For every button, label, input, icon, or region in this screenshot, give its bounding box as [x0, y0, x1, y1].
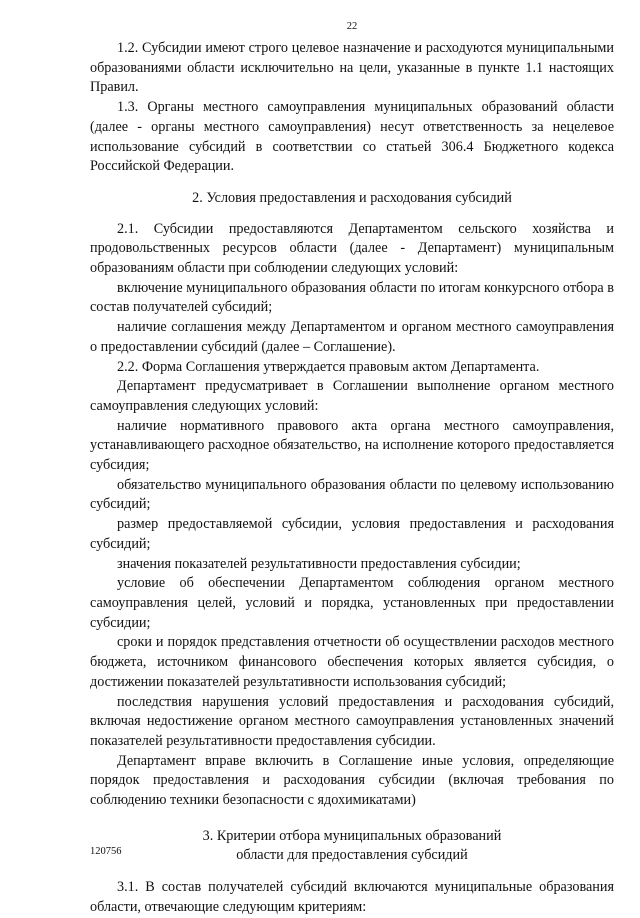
agreement-item: размер предоставляемой субсидии, условия предоставления и расходования субсидий;: [90, 516, 614, 552]
paragraph-2-1: 2.1. Субсидии предоставляются Департаментом сельского хозяйства и продовольственных ресурсов области (далее - Департамент) муниципальным образованиям области при соблюдении следующих условий:: [90, 220, 614, 277]
agreement-item: значения показателей результативности предоставления субсидии;: [117, 555, 521, 572]
paragraph-3-1: 3.1. В состав получателей субсидий включаются муниципальные образования области, отвечающие следующим критериям:: [90, 879, 614, 915]
paragraph-1-2: 1.2. Субсидии имеют строго целевое назначение и расходуются муниципальными образованиями области исключительно на цели, указанные в пункте 1.1 настоящих Правил.: [90, 40, 614, 96]
section-heading-2: 2. Условия предоставления и расходования субсидий: [192, 189, 512, 206]
condition-item: наличие соглашения между Департаментом и органом местного самоуправления о предоставлении субсидий (далее – Соглашение).: [90, 319, 614, 355]
footer-document-code: 120756: [90, 846, 122, 857]
agreement-item: сроки и порядок представления отчетности об осуществлении расходов местного бюджета, источником финансового обеспечения которых является субсидия, о достижении показателей результативности использования субсидий;: [90, 634, 614, 690]
section-heading-3: [90, 827, 614, 866]
document-body: [90, 39, 614, 918]
agreement-item: обязательство муниципального образования области по целевому использованию субсидий;: [90, 476, 614, 513]
paragraph-other-conditions: Департамент вправе включить в Соглашение иные условия, определяющие порядок предоставления и расходования субсидии (включая требования по соблюдению техники безопасности с ядохимикатами): [90, 752, 614, 809]
agreement-item: условие об обеспечении Департаментом соблюдения органом местного самоуправления целей, условий и порядка, установленных при предоставлении субсидии;: [90, 575, 614, 631]
agreement-item: наличие нормативного правового акта органа местного самоуправления, устанавливающего расходное обязательство, на исполнение которого предоставляется субсидия;: [90, 417, 614, 474]
condition-item: включение муниципального образования области по итогам конкурсного отбора в состав получателей субсидий;: [90, 279, 614, 316]
section-heading-3-line-2: области для предоставления субсидий: [236, 847, 468, 864]
page-number: 22: [346, 21, 358, 32]
section-heading-3-line-1: 3. Критерии отбора муниципальных образований: [202, 827, 502, 844]
paragraph-department-conditions: Департамент предусматривает в Соглашении выполнение органом местного самоуправления следующих условий:: [90, 378, 614, 414]
paragraph-2-2: 2.2. Форма Соглашения утверждается правовым актом Департамента.: [117, 358, 540, 375]
agreement-item: последствия нарушения условий предоставления и расходования субсидий, включая недостижение органом местного самоуправления установленных значений показателей результативности предоставления субсидии.: [90, 693, 614, 749]
paragraph-1-3: 1.3. Органы местного самоуправления муниципальных образований области (далее - органы местного самоуправления) несут ответственность за нецелевое использование субсидий в соответствии со статьей 306.4 Бюджетного кодекса Российской Федерации.: [90, 99, 614, 175]
